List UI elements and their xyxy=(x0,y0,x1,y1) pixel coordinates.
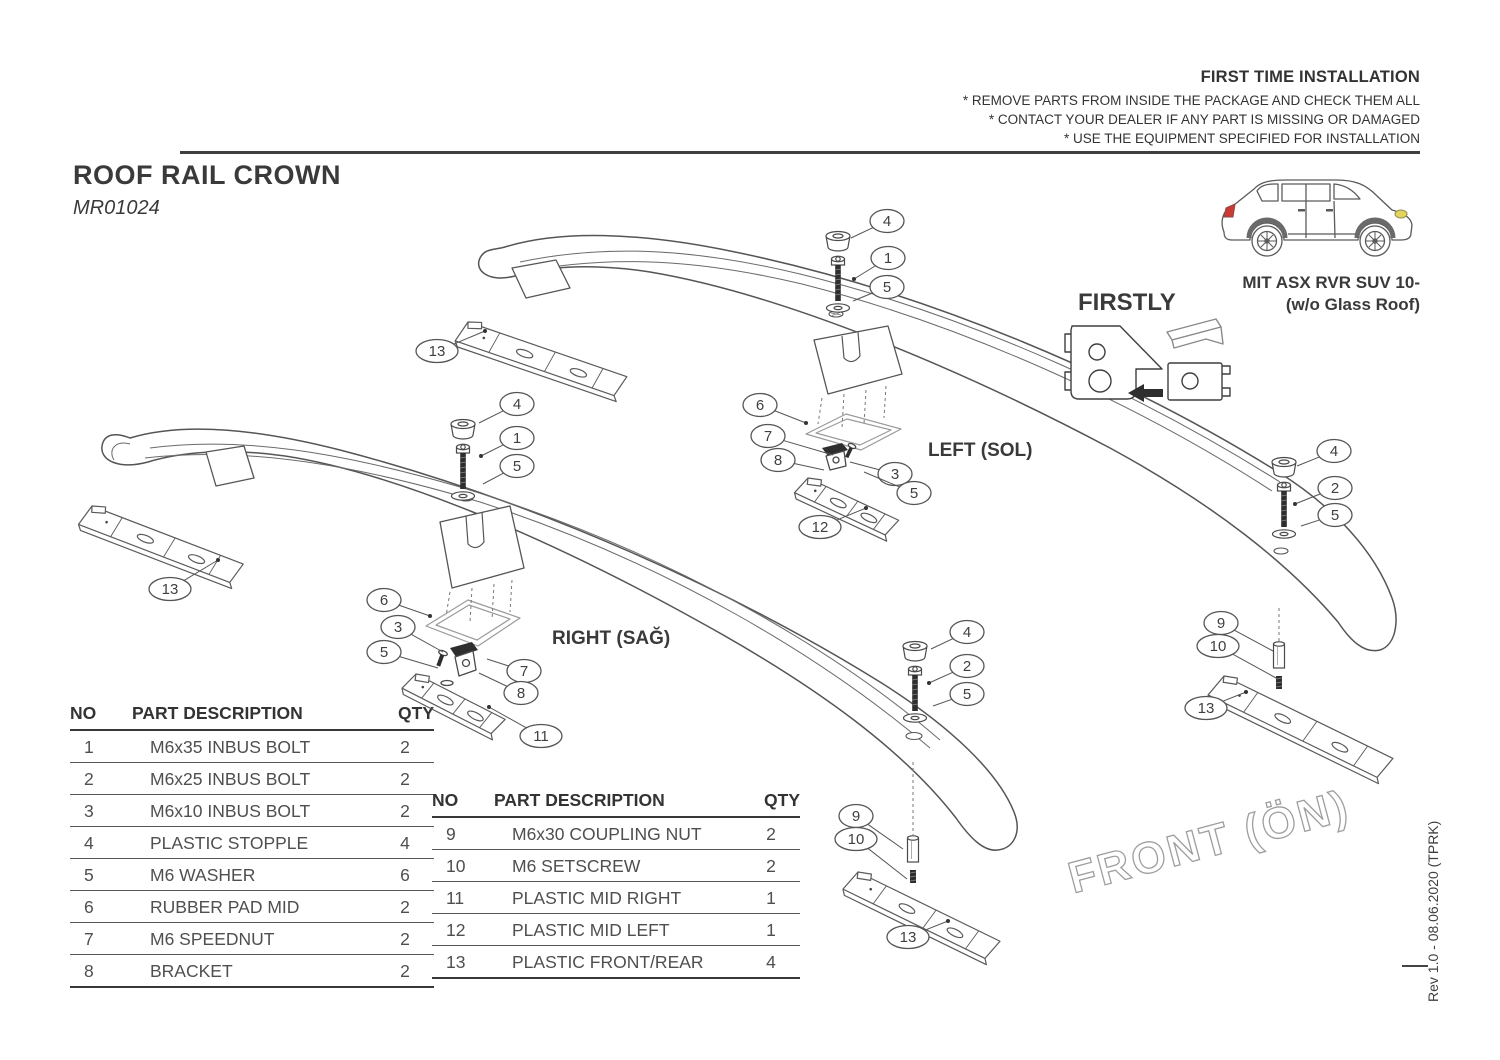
svg-text:8: 8 xyxy=(516,685,526,703)
left-rail-label: LEFT (SOL) xyxy=(928,440,1033,461)
svg-text:9: 9 xyxy=(851,808,861,826)
svg-text:3: 3 xyxy=(890,466,900,484)
callout-4 xyxy=(1297,440,1351,467)
speednut-bracket-right xyxy=(434,642,478,686)
revision-label: Rev 1.0 - 08.06.2020 (TPRK) xyxy=(1425,820,1441,1002)
alignment-dashed-line xyxy=(510,580,512,612)
coupling-nut-setscrew xyxy=(908,836,919,883)
rear-wheel xyxy=(1252,226,1282,256)
header-note: * REMOVE PARTS FROM INSIDE THE PACKAGE AND CHECK THEM ALL xyxy=(962,93,1420,108)
table-row: 4 PLASTIC STOPPLE 4 xyxy=(70,827,434,859)
callout-8 xyxy=(761,449,824,472)
svg-text:4: 4 xyxy=(1329,443,1339,461)
callout-7 xyxy=(487,659,541,683)
callout-1 xyxy=(852,247,905,282)
svg-text:1: 1 xyxy=(512,430,522,448)
svg-text:5: 5 xyxy=(512,458,522,476)
svg-text:11: 11 xyxy=(533,728,549,746)
svg-text:6: 6 xyxy=(755,397,765,415)
plastic-front-rear-strip xyxy=(1206,670,1395,785)
rubber-pad-mid-right xyxy=(426,600,520,646)
vehicle-illustration xyxy=(1222,180,1412,256)
svg-text:2: 2 xyxy=(962,658,972,676)
table-row: 12 PLASTIC MID LEFT 1 xyxy=(432,914,800,946)
svg-text:10: 10 xyxy=(847,831,865,849)
table-row: 2 M6x25 INBUS BOLT 2 xyxy=(70,763,434,795)
speednut-bracket-left xyxy=(822,442,856,470)
svg-text:13: 13 xyxy=(899,929,917,947)
svg-text:5: 5 xyxy=(379,644,389,662)
product-code: MR01024 xyxy=(73,197,160,219)
table-row: 7 M6 SPEEDNUT 2 xyxy=(70,923,434,955)
table-row: 5 M6 WASHER 6 xyxy=(70,859,434,891)
headlight xyxy=(1395,210,1407,218)
table-row: 11 PLASTIC MID RIGHT 1 xyxy=(432,882,800,914)
firstly-label: FIRSTLY xyxy=(1078,289,1176,316)
svg-text:6: 6 xyxy=(379,592,389,610)
callout-6 xyxy=(367,589,432,619)
svg-text:5: 5 xyxy=(962,686,972,704)
header-note: * USE THE EQUIPMENT SPECIFIED FOR INSTALLATION xyxy=(1063,131,1420,146)
table-row: 10 M6 SETSCREW 2 xyxy=(432,850,800,882)
taillight xyxy=(1224,204,1235,217)
plastic-front-rear-strip xyxy=(841,866,1002,966)
callout-5 xyxy=(933,683,984,707)
svg-text:5: 5 xyxy=(882,279,892,297)
svg-text:3: 3 xyxy=(393,619,403,637)
svg-text:7: 7 xyxy=(519,663,529,681)
vehicle-model: MIT ASX RVR SUV 10- xyxy=(1242,273,1420,292)
svg-text:13: 13 xyxy=(1197,700,1215,718)
svg-text:4: 4 xyxy=(962,624,972,642)
svg-text:1: 1 xyxy=(883,250,893,268)
callout-5 xyxy=(367,641,438,669)
callout-10 xyxy=(835,828,907,880)
product-name: ROOF RAIL CROWN xyxy=(73,160,341,190)
svg-text:13: 13 xyxy=(428,343,446,361)
plastic-front-rear-strip xyxy=(77,500,245,589)
alignment-dashed-line xyxy=(818,398,822,424)
svg-text:7: 7 xyxy=(763,428,773,446)
table-row: 3 M6x10 INBUS BOLT 2 xyxy=(70,795,434,827)
svg-text:5: 5 xyxy=(909,485,919,503)
header-title: FIRST TIME INSTALLATION xyxy=(1200,68,1420,86)
front-watermark: FRONT (ÖN) xyxy=(1063,780,1356,904)
right-rail-label: RIGHT (SAĞ) xyxy=(552,628,671,649)
table-header-row: NO PART DESCRIPTION QTY xyxy=(432,790,800,818)
callout-5 xyxy=(483,455,534,485)
svg-text:4: 4 xyxy=(512,396,522,414)
svg-text:2: 2 xyxy=(1330,480,1340,498)
svg-text:5: 5 xyxy=(1330,507,1340,525)
table-row: 8 BRACKET 2 xyxy=(70,955,434,988)
coupling-nut-setscrew xyxy=(1274,642,1285,689)
callout-4 xyxy=(851,210,904,239)
front-wheel xyxy=(1360,226,1390,256)
svg-text:8: 8 xyxy=(773,452,783,470)
table-row: 6 RUBBER PAD MID 2 xyxy=(70,891,434,923)
callout-2 xyxy=(927,655,984,686)
table-header-row: NO PART DESCRIPTION QTY xyxy=(70,703,434,731)
vehicle-roof-note: (w/o Glass Roof) xyxy=(1285,295,1420,314)
callout-6 xyxy=(743,394,808,426)
callout-3 xyxy=(850,462,912,486)
table-row: 13 PLASTIC FRONT/REAR 4 xyxy=(432,946,800,979)
svg-text:4: 4 xyxy=(882,213,892,231)
svg-text:13: 13 xyxy=(161,581,179,599)
callout-4 xyxy=(479,393,534,424)
svg-text:12: 12 xyxy=(811,519,829,537)
callout-1 xyxy=(479,427,534,459)
table-row: 9 M6x30 COUPLING NUT 2 xyxy=(432,818,800,850)
callout-10 xyxy=(1197,635,1276,679)
plastic-front-rear-strip xyxy=(454,316,629,402)
callout-4 xyxy=(931,621,984,650)
firstly-detail-figure xyxy=(1065,319,1230,402)
header-note: * CONTACT YOUR DEALER IF ANY PART IS MISSING OR DAMAGED xyxy=(988,112,1420,127)
svg-text:10: 10 xyxy=(1209,638,1227,656)
svg-text:9: 9 xyxy=(1216,615,1226,633)
table-row: 1 M6x35 INBUS BOLT 2 xyxy=(70,731,434,763)
alignment-dashed-line xyxy=(884,386,886,418)
